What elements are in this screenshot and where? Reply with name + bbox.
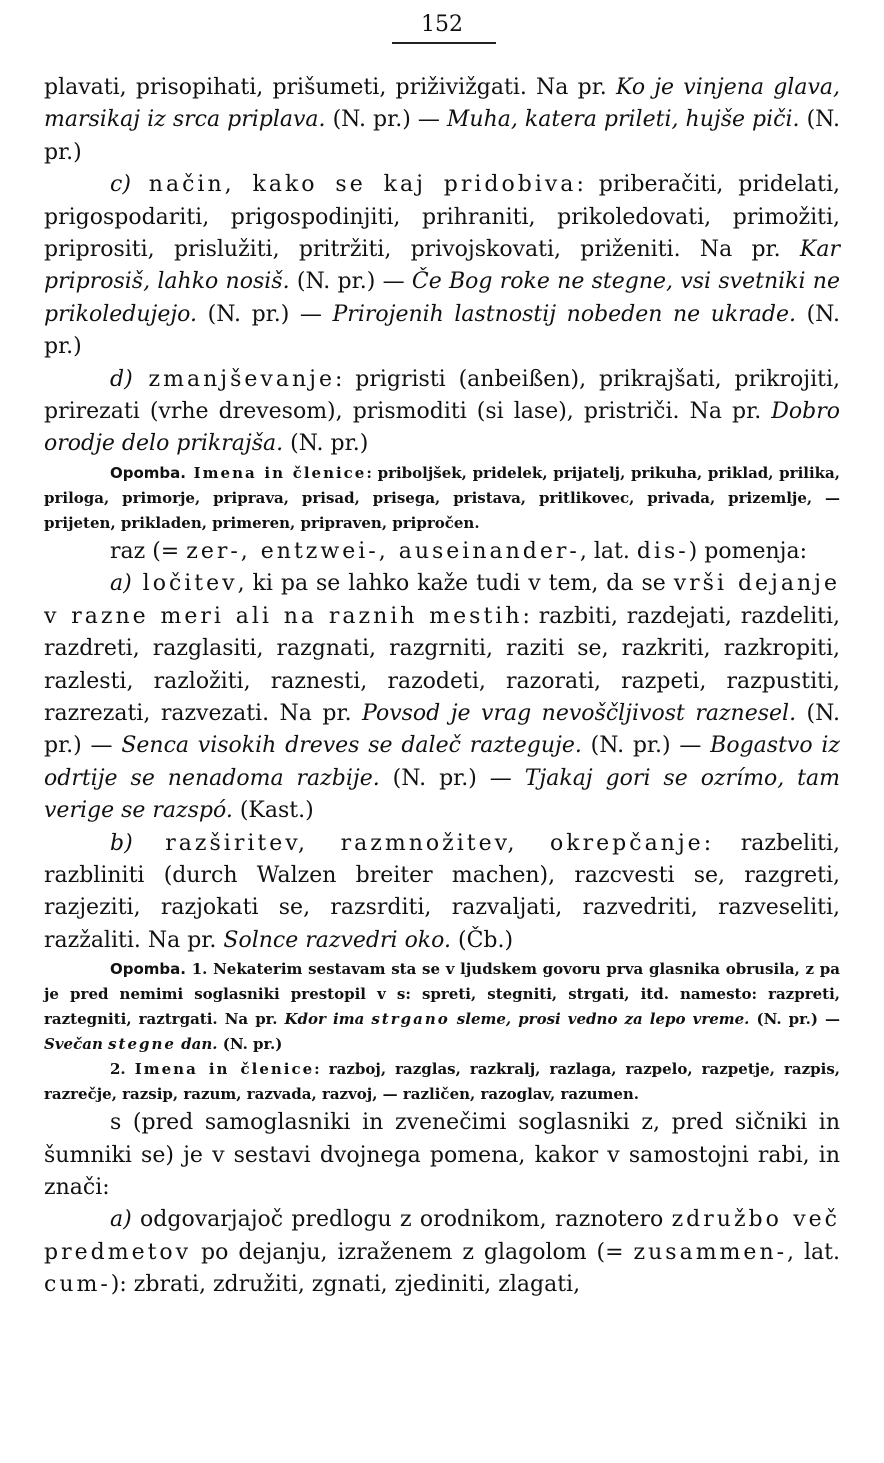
paragraph-d: d) zmanjševanje: prigristi (anbeißen), prikrajšati, prikrojiti, prirezati (vrhe drevesom), prismoditi (si lase), pristriči. Na pr. Dobro orodje delo prikrajša. (N. pr.): [44, 366, 840, 457]
spaced-term: zmanjševanje: [132, 366, 335, 392]
spaced-term: Imena in členice: [185, 463, 367, 482]
note-label: Opomba.: [110, 463, 186, 482]
paragraph-s: s (pred samoglasniki in zvenečimi soglasniki z, pred sičniki in šumniki se) je v sestavi dvojnega pomena, kakor v samostojni rabi, in znači:: [44, 1110, 840, 1200]
paragraph-s-a: a) odgovarjajoč predlogu z orodnikom, raznotero združbo več predmetov po dejanju, izraženem z glagolom (= zusammen-, lat. cum-): zbrati, združiti, zgnati, zjediniti, zlagati,: [44, 1207, 840, 1298]
spaced-term: dis-: [636, 538, 689, 564]
spaced-term: vrši dejanje v razne meri ali na raznih mestih: [44, 571, 840, 629]
proverb: Senca visokih dreves se daleč razteguje.: [121, 733, 582, 759]
proverb: Ko je vinjena glava, marsikaj iz srca priplava.: [44, 75, 840, 133]
proverb: Kdor ima: [284, 1010, 372, 1029]
item-letter: a): [110, 1207, 132, 1233]
spaced-term: strgano: [371, 1010, 450, 1029]
item-letter: b): [110, 830, 133, 856]
note-1: Opomba. Imena in členice: priboljšek, pridelek, prijatelj, prikuha, priklad, prilika, priloga, primorje, priprava, prisad, prisega, pristava, pritlikovec, privada, prizemlje, — prijeten, prikladen, primeren, pripraven, pripročen.: [44, 463, 841, 532]
spaced-term: cum-: [44, 1272, 111, 1298]
proverb: Svečan: [44, 1035, 109, 1054]
spaced-term: način, kako se kaj pridobiva: [130, 172, 577, 198]
proverb: Prirojenih lastnostij nobeden ne ukrade.: [332, 301, 796, 327]
proverb: dan.: [175, 1035, 218, 1054]
spaced-term: zusammen-: [633, 1239, 788, 1265]
spaced-term: ločitev: [131, 571, 238, 597]
paragraph-raz-a: a) ločitev, ki pa se lahko kaže tudi v tem, da se vrši dejanje v razne meri ali na raznih mestih: razbiti, razdejati, razdeliti, razdreti, razglasiti, razgnati, razgrniti, raziti se, razkriti, razkropiti, razlesti, razložiti, raznesti, razodeti, razorati, razpeti, razpustiti, razrezati, razvezati. Na pr. Povsod je vrag nevoščljivost raznesel. (N. pr.) — Senca visokih dreves se daleč razteguje. (N. pr.) — Bogastvo iz odrtije se nenadoma razbije. (N. pr.) — Tjakaj gori se ozrímo, tam verige se razspó. (Kast.): [44, 571, 840, 824]
spaced-term: zer-, entzwei-, auseinander-: [186, 538, 580, 564]
item-letter: c): [110, 172, 131, 198]
proverb: sleme, prosi vedno za lepo vreme.: [449, 1010, 750, 1029]
paragraph-raz-b: b) razširitev, razmnožitev, okrepčanje: razbeliti, razbliniti (durch Walzen breiter machen), razcvesti se, razgreti, razjeziti, razjokati se, razsrditi, razvaljati, razvedriti, razveseliti, razžaliti. Na pr. Solnce razvedri oko. (Čb.): [44, 830, 840, 953]
spaced-term: združbo več predmetov: [44, 1207, 840, 1265]
note-3: 2. Imena in členice: razboj, razglas, razkralj, razlaga, razpelo, razpetje, razpis, razrečje, razsip, razum, razvada, razvoj, — različen, razoglav, razumen.: [44, 1060, 840, 1104]
proverb: Bogastvo iz odrtije se nenadoma razbije.: [44, 733, 840, 791]
item-letter: d): [110, 366, 133, 392]
paragraph-c: c) način, kako se kaj pridobiva: priberačiti, pridelati, prigospodariti, prigospodinjiti, prihraniti, prikoledovati, primožiti, priprositi, prislužiti, pritržiti, privojskovati, priženiti. Na pr. Kar priprosiš, lahko nosiš. (N. pr.) — Če Bog roke ne stegne, vsi svetniki ne prikoledujejo. (N. pr.) — Prirojenih lastnostij nobeden ne ukrade. (N. pr.): [44, 172, 841, 360]
proverb: Muha, katera prileti, hujše piči.: [446, 107, 800, 133]
page-body: [44, 72, 840, 1302]
note-2: Opomba. 1. Nekaterim sestavam sta se v ljudskem govoru prva glasnika obrusila, z pa je pred nemimi soglasniki prestopil v s: spreti, stegniti, strgati, itd. namesto: razpreti, raztegniti, raztrgati. Na pr. Kdor ima strgano sleme, prosi vedno za lepo vreme. (N. pr.) — Svečan stegne dan. (N. pr.): [44, 960, 840, 1054]
item-letter: a): [110, 571, 132, 597]
spaced-term: razširitev, razmnožitev, okrepčanje: [132, 830, 704, 856]
proverb: Povsod je vrag nevoščljivost raznesel.: [362, 700, 797, 726]
proverb: Kar priprosiš, lahko nosiš.: [44, 237, 840, 295]
proverb: Če Bog roke ne stegne, vsi svetniki ne prikoledujejo.: [44, 269, 840, 327]
paragraph-continuation: plavati, prisopihati, prišumeti, priživižgati. Na pr. Ko je vinjena glava, marsikaj iz srca priplava. (N. pr.) — Muha, katera prileti, hujše piči. (N. pr.): [44, 75, 840, 165]
spaced-term: stegne: [108, 1035, 176, 1054]
proverb: Solnce razvedri oko.: [223, 927, 451, 953]
page-number: 152: [421, 12, 463, 37]
header-rule: [392, 42, 496, 44]
note-label: Opomba.: [110, 960, 186, 979]
paragraph-raz: raz (= zer-, entzwei-, auseinander-, lat. dis-) pomenja:: [110, 538, 807, 564]
proverb: Tjakaj gori se ozrímo, tam verige se razspó.: [44, 765, 840, 824]
proverb: Dobro orodje delo prikrajša.: [44, 399, 840, 457]
spaced-term: Imena in členice: [134, 1060, 315, 1079]
